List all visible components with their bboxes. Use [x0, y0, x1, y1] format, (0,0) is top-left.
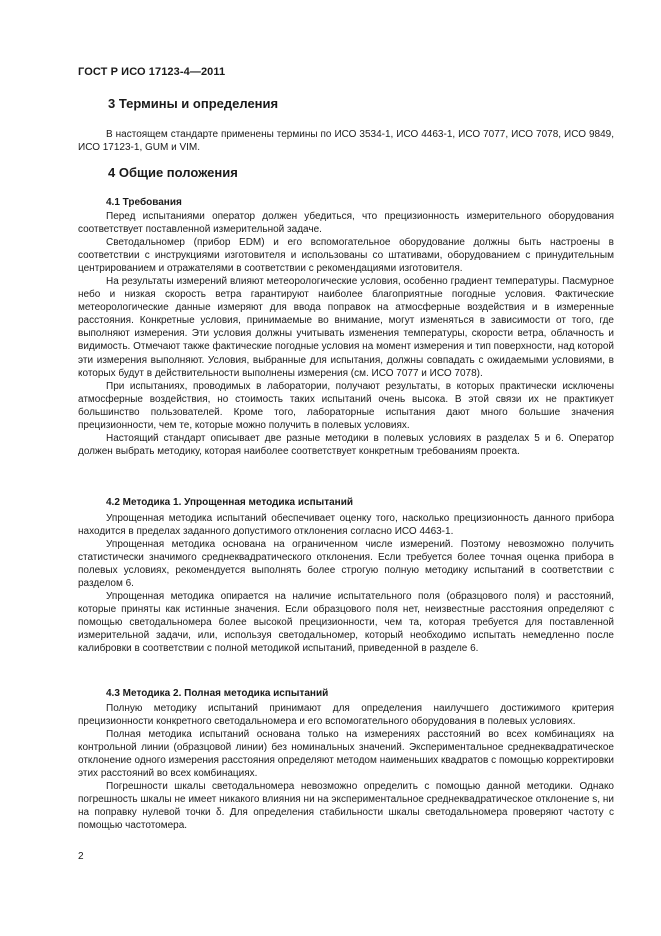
subsection-4-2-title: 4.2 Методика 1. Упрощенная методика испытаний	[106, 497, 353, 508]
paragraph: При испытаниях, проводимых в лаборатории, получают результаты, в которых практически исключены атмосферные воздействия, но стоимость таких испытаний очень высока. В этой связи их не практикует большинство пользователей. Кроме того, лабораторные испытания дают много большие значения прецизионности, чем те, которые можно получить в полевых условиях.	[78, 380, 614, 431]
paragraph: Настоящий стандарт описывает две разные методики в полевых условиях в разделах 5 и 6. Оператор должен выбрать методику, которая наиболее соответствует конкретным требованиям проекта.	[78, 432, 614, 457]
subsection-4-1-title: 4.1 Требования	[106, 197, 182, 208]
paragraph: Светодальномер (прибор EDM) и его вспомогательное оборудование должны быть настроены в соответствии с инструкциями изготовителя и использованы со штативами, оборудованием с принудительным центрированием и отражателями в соответствии с рекомендациями изготовителя.	[78, 237, 614, 275]
subsection-4-3-body	[78, 702, 614, 832]
subsection-4-2-body	[78, 512, 614, 656]
paragraph: Полная методика испытаний основана только на измерениях расстояний во всех комбинациях на контрольной линии (образцовой линии) без номинальных значений. Экспериментальное среднеквадратическое отклонение одного измерения расстояния определяют методом наименьших квадратов с помощью корректировки этих расстояний во всех комбинациях.	[78, 729, 614, 780]
section-3-title: 3 Термины и определения	[108, 96, 279, 111]
section-4-title: 4 Общие положения	[108, 165, 238, 180]
paragraph: На результаты измерений влияют метеорологические условия, особенно градиент температуры. Пасмурное небо и низкая скорость ветра гарантируют наиболее благоприятные погодные условия. Фактические метеорологические данные измеряют для ввода поправок на атмосферные воздействия и в измеренные расстояния. Конкретные условия, принимаемые во внимание, могут изменяться в зависимости от того, где выполняют измерения. Эти условия должны учитывать изменения температуры, скорости ветра, облачность и видимость. Отмечают также фактические погодные условия на момент измерения и тип поверхности, над которой эти измерения выполняют. Условия, выбранные для испытания, должны совпадать с ожидаемыми условиями, в которых будут в действительности выполнены измерения (см. ИСО 7077 и ИСО 7078).	[78, 276, 614, 379]
paragraph: Перед испытаниями оператор должен убедиться, что прецизионность измерительного оборудования соответствует поставленной измерительной задаче.	[78, 211, 614, 236]
section-3-body	[78, 128, 614, 154]
paragraph: В настоящем стандарте применены термины по ИСО 3534-1, ИСО 4463-1, ИСО 7077, ИСО 7078, ИСО 9849, ИСО 17123-1, GUM и VIM.	[78, 129, 614, 154]
paragraph: Погрешности шкалы светодальномера невозможно определить с помощью данной методики. Однако погрешность шкалы не имеет никакого влияния ни на экспериментальное среднеквадратическое отклонение s, ни на поправку нулевой точки δ. Для определения стабильности шкалы светодальномера проверяют частоту с помощью частотомера.	[78, 781, 614, 832]
subsection-4-1-body	[78, 210, 614, 458]
page-number: 2	[78, 851, 84, 862]
paragraph: Полную методику испытаний принимают для определения наилучшего достижимого критерия прецизионности конкретного светодальномера и его вспомогательного оборудования в полевых условиях.	[78, 703, 614, 728]
paragraph: Упрощенная методика опирается на наличие испытательного поля (образцового поля) и расстояний, которые приняты как истинные значения. Если образцового поля нет, неизвестные расстояния определяют с помощью светодальномера более высокой прецизионности, чем та, которая требуется для поставленной измерительной задачи, или, используя светодальномер, который необходимо испытать немедленно после калибровки в соответствии с полной методикой испытаний, приведенной в разделе 6.	[78, 591, 614, 655]
subsection-4-3-title: 4.3 Методика 2. Полная методика испытаний	[106, 688, 329, 699]
paragraph: Упрощенная методика испытаний обеспечивает оценку того, насколько прецизионность данного прибора находится в пределах заданного допустимого отклонения согласно ИСО 4463-1.	[78, 513, 614, 538]
paragraph: Упрощенная методика основана на ограниченном числе измерений. Поэтому невозможно получить статистически значимого среднеквадратического отклонения. Если требуется более точная оценка прибора в полевых условиях, рекомендуется выполнять более строгую полную методику испытаний в соответствии с разделом 6.	[78, 539, 614, 590]
standard-header: ГОСТ Р ИСО 17123-4—2011	[78, 66, 226, 78]
